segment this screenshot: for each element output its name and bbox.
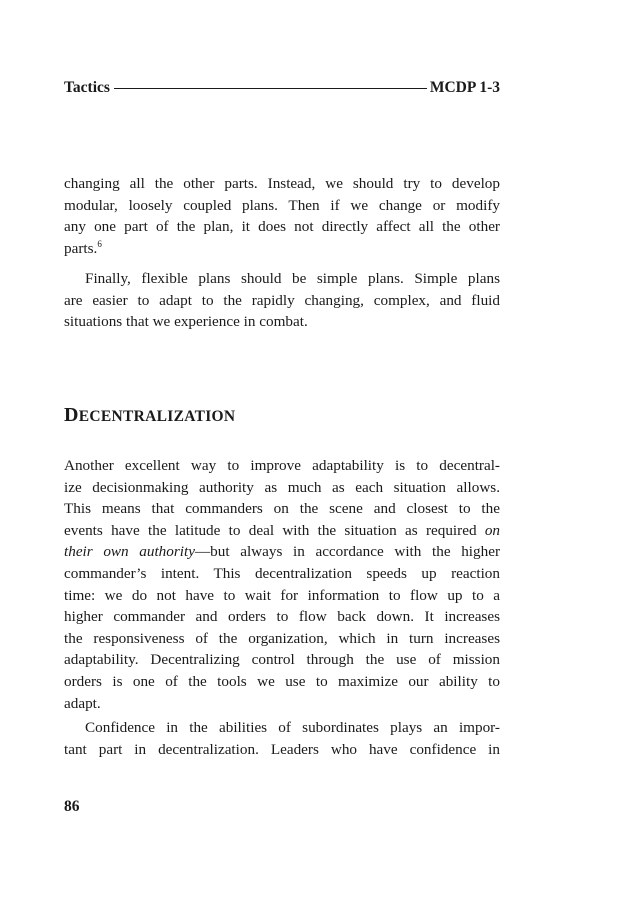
text-line: Finally, flexible plans should be simple plans. Simple plans bbox=[85, 270, 500, 287]
text-line: tant part in decentralization. Leaders who have confidence in bbox=[64, 740, 500, 758]
paragraph-confidence bbox=[64, 717, 500, 760]
text-line: time: we do not have to wait for information to flow up to a bbox=[64, 586, 500, 604]
text-line: situations that we experience in combat. bbox=[64, 313, 308, 331]
text-line bbox=[64, 520, 500, 542]
text-fragment: —but always in accordance with the higher bbox=[194, 543, 500, 561]
text-line: commander’s intent. This decentralization speeds up reaction bbox=[64, 564, 500, 582]
text-line: are easier to adapt to the rapidly changing, complex, and fluid bbox=[64, 291, 500, 309]
heading-rest: ECENTRALIZATION bbox=[78, 408, 236, 425]
section-heading bbox=[64, 404, 235, 427]
text-fragment: events have the latitude to deal with the situation as required bbox=[64, 521, 485, 539]
text-line: adapt. bbox=[64, 694, 101, 712]
header-title: Tactics bbox=[64, 79, 110, 96]
emphasis-text: their own authority bbox=[64, 543, 195, 561]
text-line: any one part of the plan, it does not directly affect all the other bbox=[64, 218, 500, 236]
text-line bbox=[64, 541, 500, 563]
text-line: This means that commanders on the scene and closest to the bbox=[64, 500, 500, 518]
paragraph-simple-plans bbox=[64, 268, 500, 333]
text-line: higher commander and orders to flow back down. It increases bbox=[64, 608, 500, 626]
text-fragment: parts. bbox=[64, 239, 98, 257]
emphasis-text: on bbox=[484, 521, 500, 539]
text-line bbox=[64, 238, 500, 260]
text-line: ize decisionmaking authority as much as each situation allows. bbox=[64, 478, 500, 496]
header-rule bbox=[114, 88, 427, 89]
text-line: changing all the other parts. Instead, we should try to develop bbox=[64, 175, 500, 192]
running-header bbox=[64, 77, 500, 99]
paragraph-modular-plans bbox=[64, 173, 500, 259]
page-number: 86 bbox=[64, 798, 80, 815]
text-line: the responsiveness of the organization, which in turn increases bbox=[64, 629, 500, 647]
text-line: Confidence in the abilities of subordinates plays an impor- bbox=[85, 719, 500, 736]
text-line: orders is one of the tools we use to maximize our ability to bbox=[64, 672, 500, 690]
header-publication: MCDP 1-3 bbox=[429, 79, 500, 96]
heading-initial: D bbox=[64, 404, 79, 426]
text-line: Another excellent way to improve adaptability is to decentral- bbox=[64, 457, 500, 474]
text-line: adaptability. Decentralizing control through the use of mission bbox=[64, 651, 500, 669]
footnote-marker: 6 bbox=[97, 238, 102, 249]
text-line: modular, loosely coupled plans. Then if we change or modify bbox=[64, 196, 500, 214]
paragraph-decentralization bbox=[64, 455, 500, 714]
